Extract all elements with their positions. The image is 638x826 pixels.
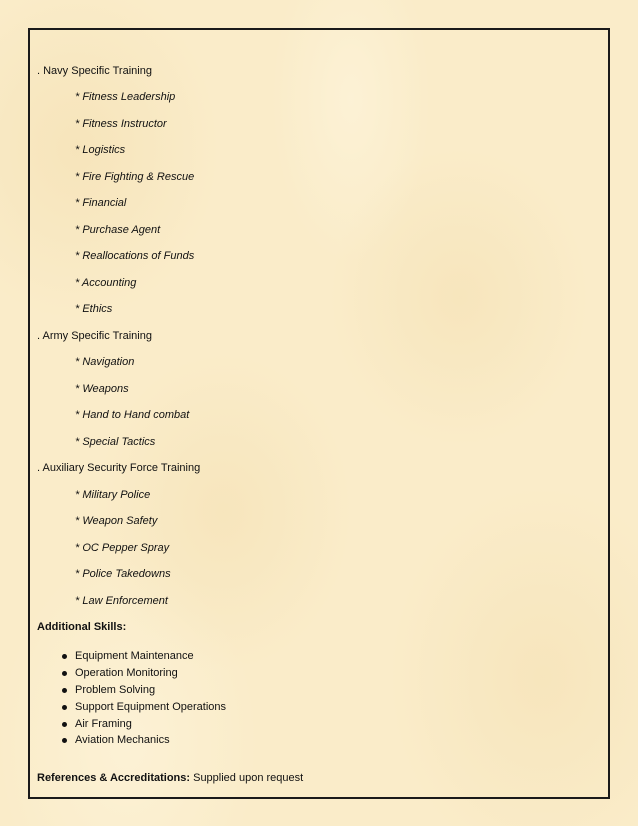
skill-label: Air Framing bbox=[75, 717, 132, 730]
bullet-icon bbox=[62, 671, 67, 676]
additional-skills-heading: Additional Skills: bbox=[37, 621, 127, 633]
bullet-icon bbox=[62, 654, 67, 659]
navy-item: * Reallocations of Funds bbox=[75, 250, 195, 262]
list-item bbox=[37, 665, 226, 682]
army-item: * Weapons bbox=[75, 383, 129, 395]
bullet-icon bbox=[62, 705, 67, 710]
list-item bbox=[37, 682, 226, 699]
references-line bbox=[37, 772, 303, 784]
navy-item: * Fire Fighting & Rescue bbox=[75, 171, 195, 183]
auxiliary-item: * Police Takedowns bbox=[75, 568, 171, 580]
auxiliary-item: * Weapon Safety bbox=[75, 515, 158, 527]
auxiliary-item: * Law Enforcement bbox=[75, 595, 168, 607]
references-label: References & Accreditations: bbox=[37, 772, 191, 784]
additional-skills-list bbox=[37, 648, 226, 749]
bullet-icon bbox=[62, 738, 67, 743]
skill-label: Operation Monitoring bbox=[75, 666, 178, 679]
list-item bbox=[37, 699, 226, 716]
navy-item: * Fitness Leadership bbox=[75, 91, 176, 103]
list-item bbox=[37, 716, 226, 733]
army-item: * Navigation bbox=[75, 356, 135, 368]
bullet-icon bbox=[62, 688, 67, 693]
skill-label: Aviation Mechanics bbox=[75, 734, 170, 747]
skill-label: Equipment Maintenance bbox=[75, 650, 194, 662]
list-item bbox=[37, 648, 226, 665]
skill-label: Support Equipment Operations bbox=[75, 700, 227, 713]
navy-item: * Financial bbox=[75, 197, 127, 209]
skill-label: Problem Solving bbox=[75, 683, 156, 696]
bullet-icon bbox=[62, 722, 67, 727]
navy-item: * Accounting bbox=[75, 277, 137, 289]
section-title-auxiliary: . Auxiliary Security Force Training bbox=[37, 462, 201, 474]
navy-item: * Fitness Instructor bbox=[75, 118, 167, 130]
army-item: * Special Tactics bbox=[75, 436, 156, 448]
references-value: Supplied upon request bbox=[190, 772, 304, 784]
auxiliary-item: * Military Police bbox=[75, 489, 151, 501]
navy-item: * Logistics bbox=[75, 144, 126, 156]
auxiliary-item: * OC Pepper Spray bbox=[75, 542, 170, 554]
list-item bbox=[37, 732, 226, 749]
army-item: * Hand to Hand combat bbox=[75, 409, 190, 421]
navy-item: * Ethics bbox=[75, 303, 113, 315]
navy-item: * Purchase Agent bbox=[75, 224, 161, 236]
section-title-army: . Army Specific Training bbox=[37, 330, 152, 342]
section-title-navy: . Navy Specific Training bbox=[37, 65, 152, 77]
